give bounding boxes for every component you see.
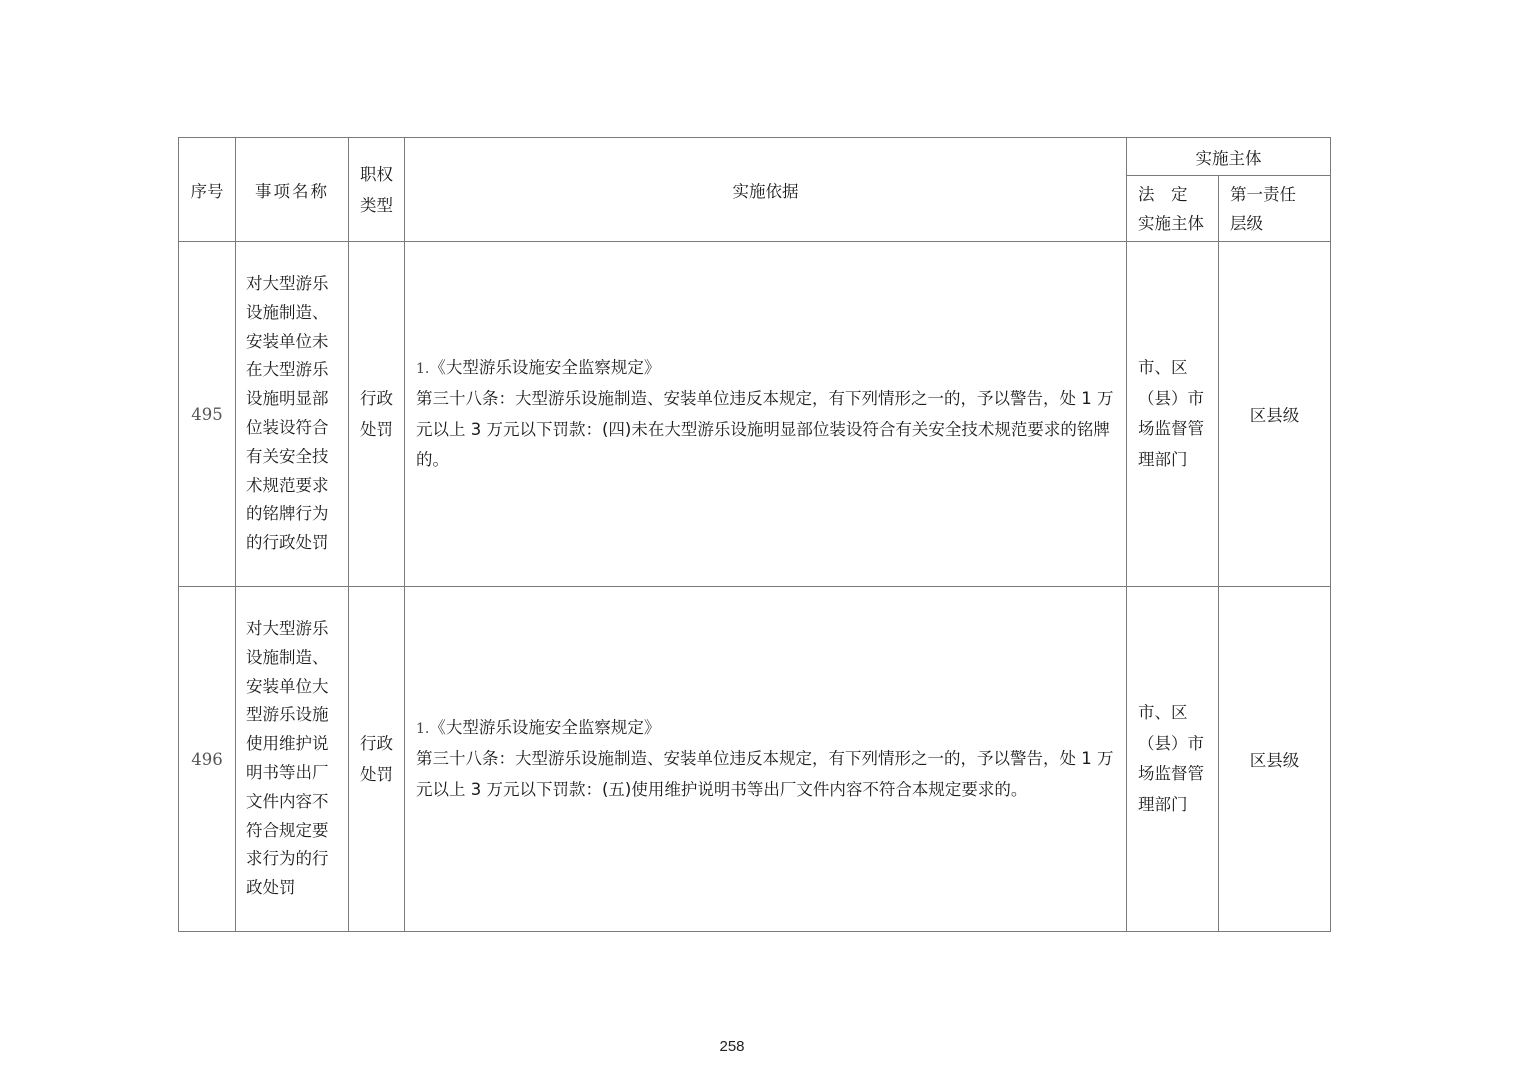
header-first-resp-line1: 第一责任	[1230, 184, 1296, 204]
row-legal-subject: 市、区（县）市场监督管理部门	[1127, 242, 1219, 587]
basis-title	[416, 353, 1116, 385]
basis-text: 第三十八条：大型游乐设施制造、安装单位违反本规定，有下列情形之一的，予以警告，处 1 万元以上 3 万元以下罚款：(五)使用维护说明书等出厂文件内容不符合本规定要求的。	[416, 749, 1114, 799]
header-legal-subject	[1127, 176, 1219, 242]
basis-title-text: 《大型游乐设施安全监察规定》	[429, 717, 661, 737]
row-seq: 496	[179, 587, 236, 932]
page-number: 258	[719, 1038, 745, 1055]
basis-title-text: 《大型游乐设施安全监察规定》	[429, 357, 661, 377]
header-item-name: 事项名称	[236, 138, 349, 242]
header-seq: 序号	[179, 138, 236, 242]
row-power-type: 行政 处罚	[349, 587, 405, 932]
header-subject-group: 实施主体	[1127, 138, 1331, 176]
basis-title-number: 1.	[416, 360, 430, 377]
header-first-resp	[1219, 176, 1331, 242]
row-item-name: 对大型游乐设施制造、安装单位大型游乐设施使用维护说明书等出厂文件内容不符合规定要求行为的行政处罚	[236, 587, 349, 932]
row-basis	[405, 587, 1127, 932]
table-row	[179, 242, 1331, 587]
header-legal-subject-line1: 法 定	[1138, 184, 1188, 204]
basis-text: 第三十八条：大型游乐设施制造、安装单位违反本规定，有下列情形之一的，予以警告，处 1 万元以上 3 万元以下罚款：(四)未在大型游乐设施明显部位装设符合有关安全技术规范要求的铭牌的。	[416, 389, 1114, 469]
header-power-type: 职权 类型	[349, 138, 405, 242]
header-basis: 实施依据	[405, 138, 1127, 242]
row-item-name: 对大型游乐设施制造、安装单位未在大型游乐设施明显部位装设符合有关安全技术规范要求的铭牌行为的行政处罚	[236, 242, 349, 587]
header-first-resp-line2: 层级	[1230, 213, 1263, 233]
row-first-level: 区县级	[1219, 587, 1331, 932]
row-power-type: 行政 处罚	[349, 242, 405, 587]
header-legal-subject-line2: 实施主体	[1138, 213, 1204, 233]
row-basis	[405, 242, 1127, 587]
basis-title	[416, 713, 1116, 745]
row-first-level: 区县级	[1219, 242, 1331, 587]
row-seq: 495	[179, 242, 236, 587]
row-legal-subject: 市、区（县）市场监督管理部门	[1127, 587, 1219, 932]
basis-title-number: 1.	[416, 720, 430, 737]
table-row	[179, 587, 1331, 932]
enforcement-items-table	[178, 137, 1331, 932]
